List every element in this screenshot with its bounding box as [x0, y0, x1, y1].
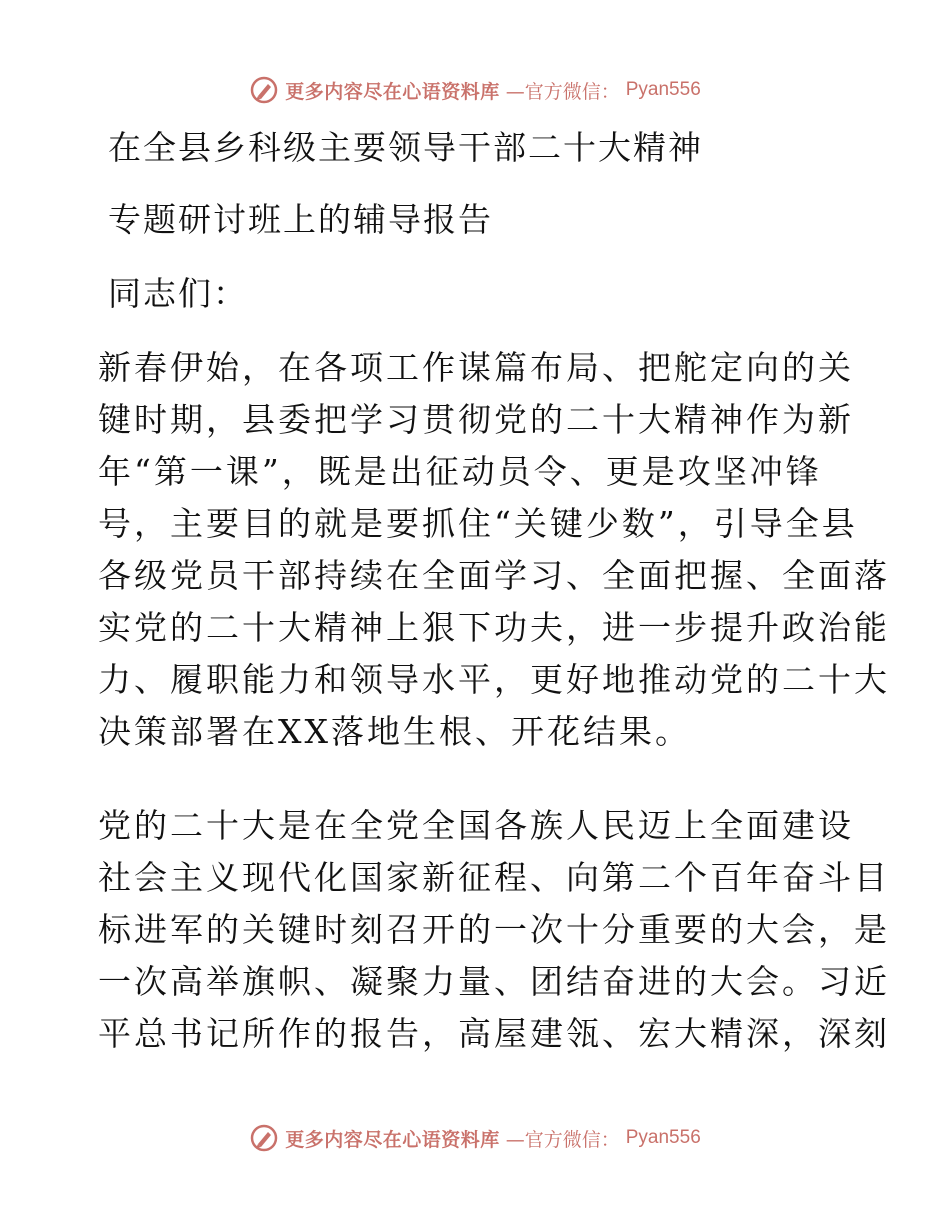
greeting: 同志们： — [108, 274, 248, 313]
paragraph-line: 号，主要目的就是要抓住“关键少数”，引导全县 — [98, 504, 858, 543]
paragraph-line: 党的二十大是在全党全国各族人民迈上全面建设 — [98, 806, 854, 845]
paragraph-line: 各级党员干部持续在全面学习、全面把握、全面落 — [98, 556, 890, 595]
paragraph-1 — [98, 342, 890, 758]
watermark-wechat-id: Pyan556 — [625, 1127, 701, 1148]
document-title-line-2: 专题研讨班上的辅导报告 — [108, 200, 493, 239]
paragraph-line: 键时期，县委把学习贯彻党的二十大精神作为新 — [98, 400, 854, 439]
paragraph-line: 力、履职能力和领导水平，更好地推动党的二十大 — [98, 660, 890, 699]
watermark-text: 更多内容尽在心语资料库 — [285, 1128, 500, 1151]
watermark-banner-top — [0, 72, 950, 108]
watermark-official-label: —官方微信： — [505, 1128, 620, 1151]
paragraph-line: 年“第一课”，既是出征动员令、更是攻坚冲锋 — [98, 452, 822, 491]
paragraph-line: 一次高举旗帜、凝聚力量、团结奋进的大会。习近 — [98, 962, 890, 1001]
paragraph-line: 平总书记所作的报告，高屋建瓴、宏大精深，深刻 — [98, 1014, 890, 1053]
watermark-banner-bottom — [0, 1120, 950, 1156]
watermark-text: 更多内容尽在心语资料库 — [285, 80, 500, 103]
paragraph-line: 实党的二十大精神上狠下功夫，进一步提升政治能 — [98, 608, 890, 647]
document-title-line-1: 在全县乡科级主要领导干部二十大精神 — [108, 128, 703, 167]
paragraph-line: 新春伊始，在各项工作谋篇布局、把舵定向的关 — [98, 348, 854, 387]
pen-logo-icon — [249, 1123, 279, 1153]
pen-logo-icon — [249, 75, 279, 105]
paragraph-line: 社会主义现代化国家新征程、向第二个百年奋斗目 — [98, 858, 890, 897]
watermark-wechat-id: Pyan556 — [625, 79, 701, 100]
watermark-official-label: —官方微信： — [505, 80, 620, 103]
paragraph-line: 标进军的关键时刻召开的一次十分重要的大会，是 — [98, 910, 890, 949]
paragraph-2 — [98, 800, 890, 1060]
paragraph-line: 决策部署在XX落地生根、开花结果。 — [98, 712, 691, 751]
